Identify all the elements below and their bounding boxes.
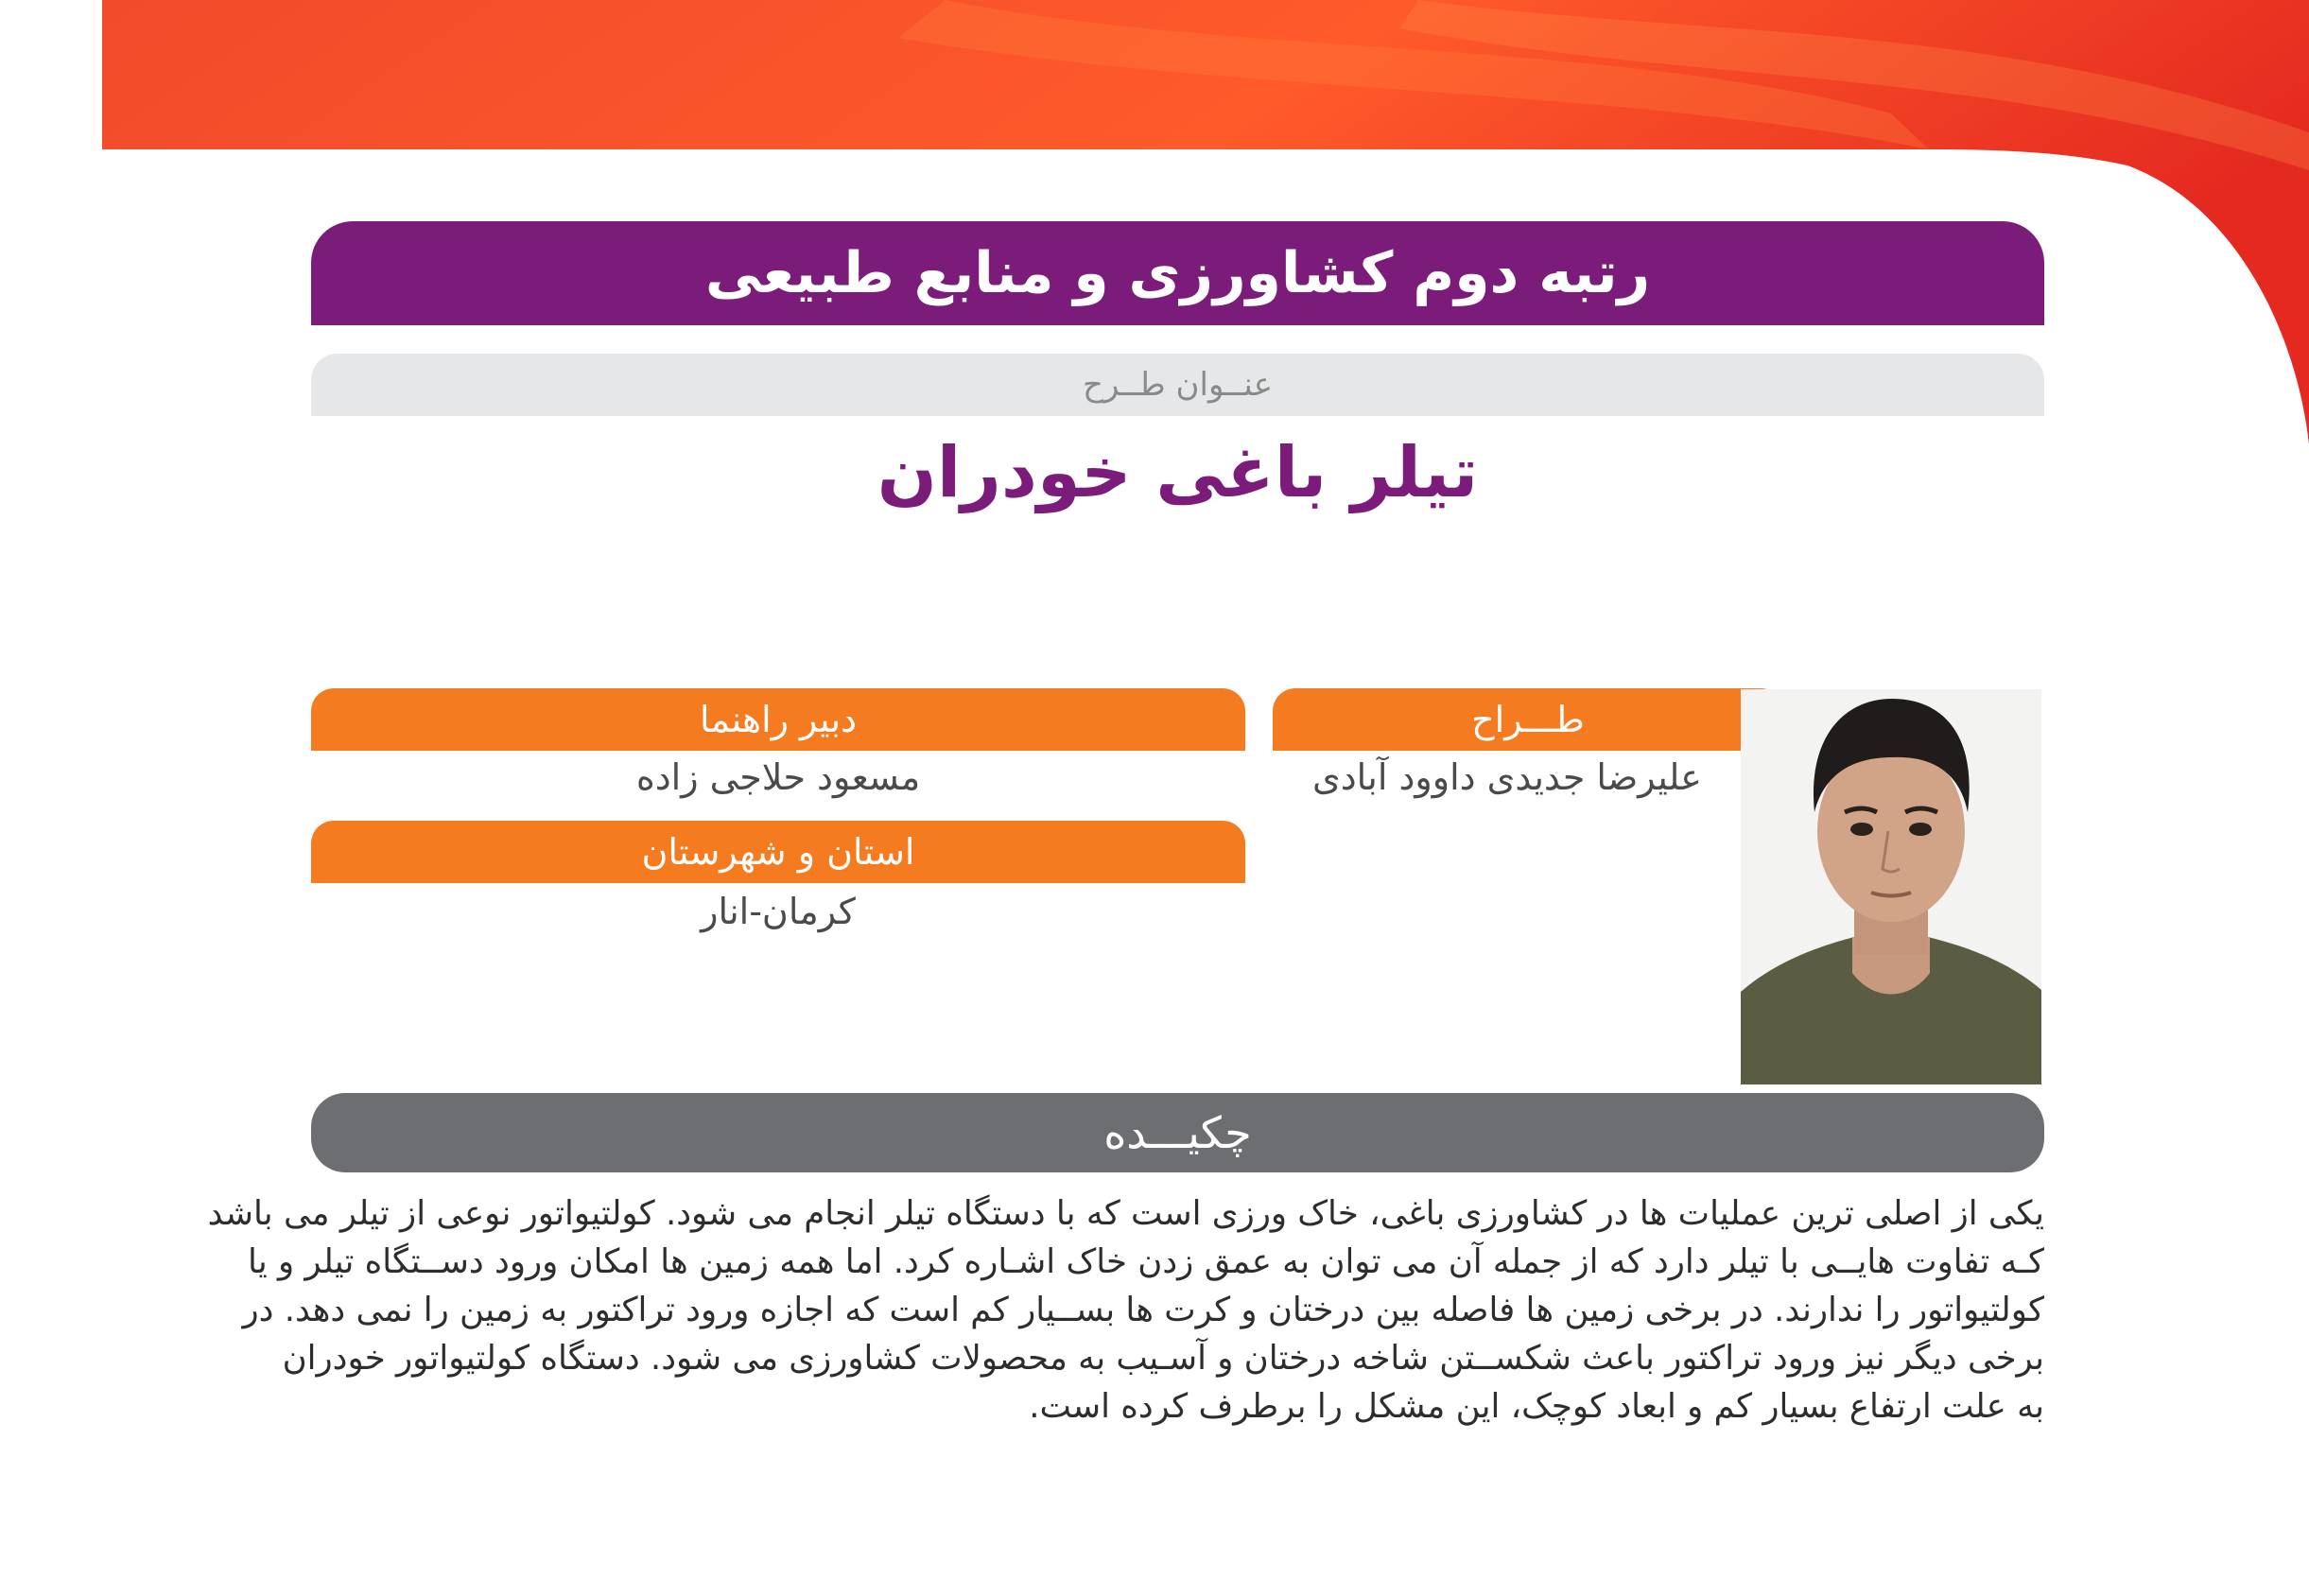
rank-heading: رتبه دوم کشاورزی و منابع طبیعی	[311, 221, 2044, 325]
abstract-line: برخی دیگر نیز ورود تراکتور باعث شکســتن شاخه درختان و آسـیب به محصولات کشاورزی می شود. دستگاه کولتیواتور خودران	[282, 1339, 2044, 1378]
designer-photo	[1741, 689, 2041, 1084]
abstract-heading: چکیـــده	[311, 1093, 2044, 1172]
abstract-text	[207, 1189, 2044, 1431]
abstract-line: به علت ارتفاع بسیار کم و ابعاد کوچک، این مشکل را برطرف کرده است.	[1029, 1387, 2044, 1426]
location-label: استان و شهرستان	[311, 821, 1245, 883]
project-title-label: عنــوان طــرح	[311, 354, 2044, 416]
designer-label: طـــراح	[1273, 688, 1783, 751]
advisor-name: مسعود حلاجی زاده	[635, 756, 921, 798]
location-value: کرمان-انار	[701, 891, 856, 932]
advisor-label: دبیر راهنما	[311, 688, 1245, 751]
abstract-line: کـه تفاوت هایــی با تیلر دارد که از جمله آن می توان به عمق زدن خاک اشـاره کرد. اما همه زمین ها امکان ورود دســتگاه تیلر و یا	[248, 1242, 2044, 1281]
abstract-line: یکی از اصلی ترین عملیات ها در کشاورزی باغی، خاک ورزی است که با دستگاه تیلر انجام می شود. کولتیواتور نوعی از تیلر می باشد	[207, 1194, 2044, 1233]
abstract-line: کولتیواتور را ندارند. در برخی زمین ها فاصله بین درختان و کرت ها بســیار کم است که اجازه ورود تراکتور به زمین را نمی دهد. در	[242, 1291, 2044, 1329]
project-title: تیلر باغی خودران	[877, 432, 1479, 513]
designer-name: علیرضا جدیدی داوود آبادی	[1312, 756, 1702, 798]
